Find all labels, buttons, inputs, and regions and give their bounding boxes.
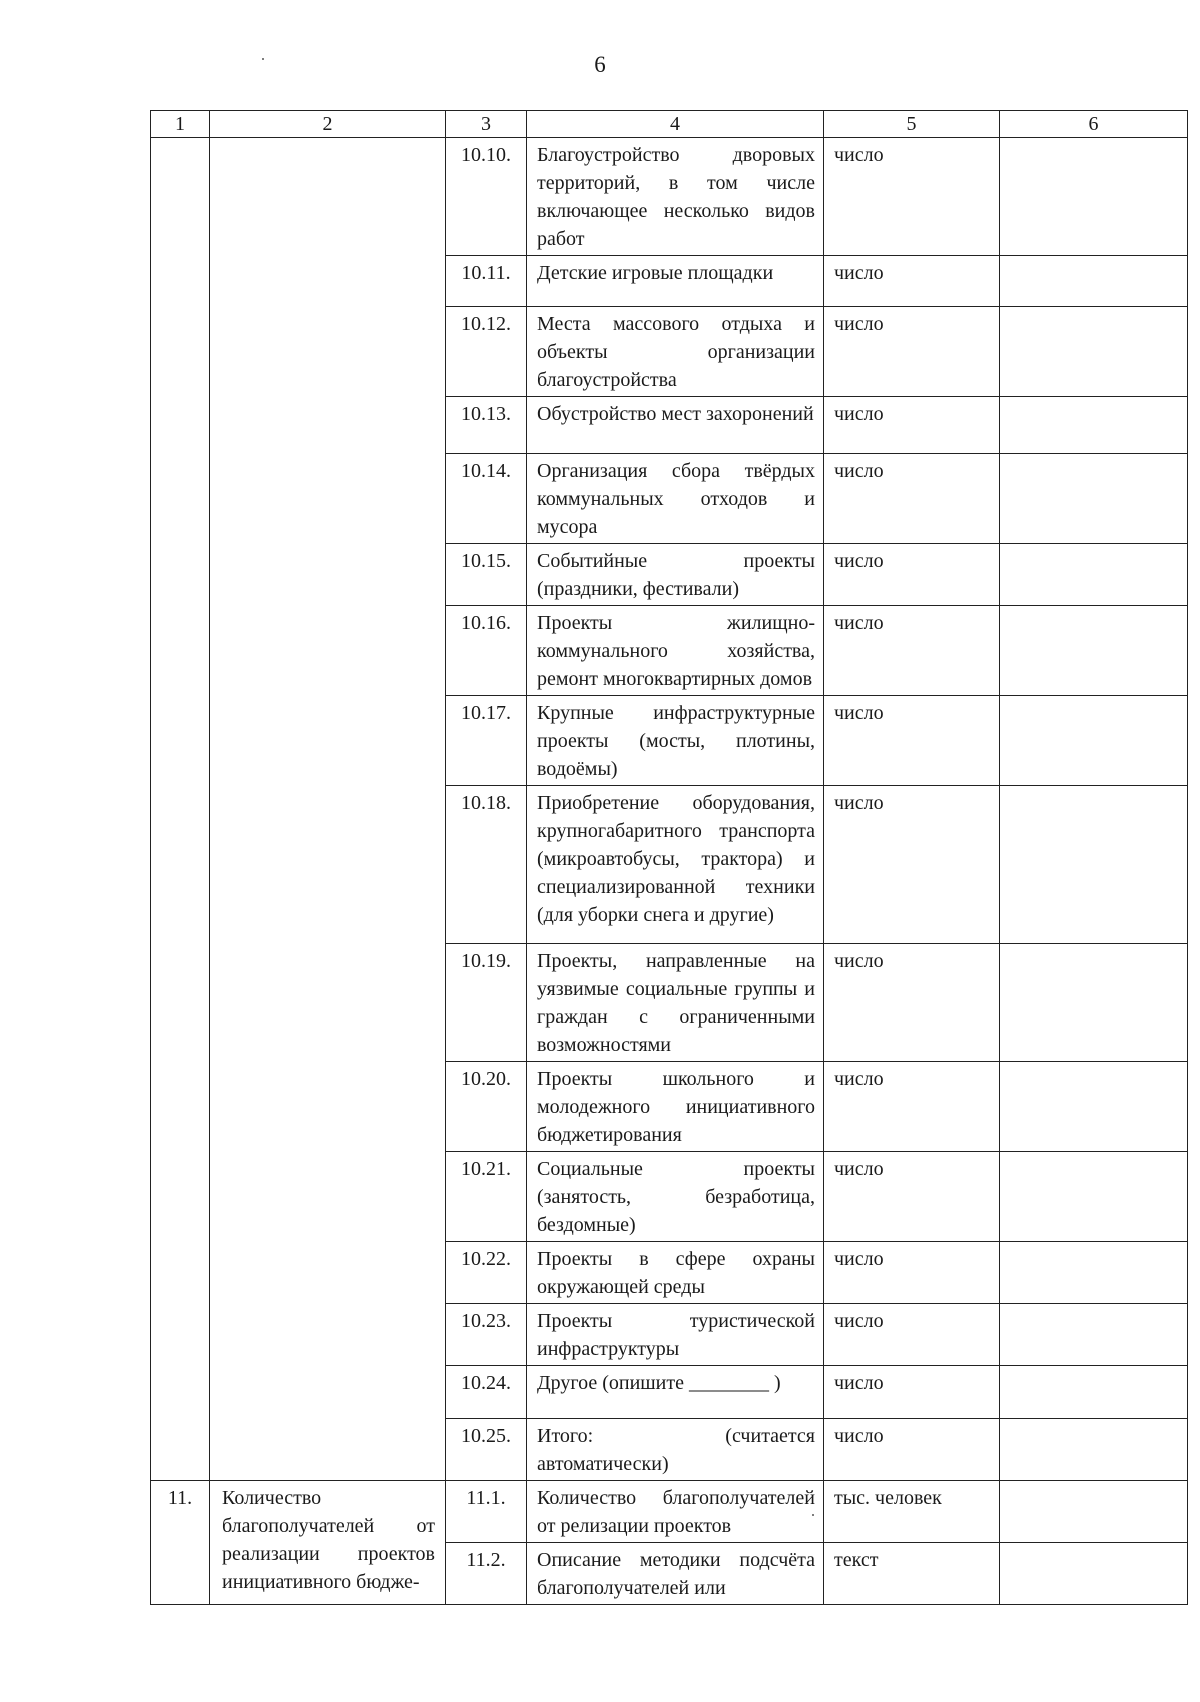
row-value — [1000, 1366, 1188, 1419]
row-unit: число — [824, 1366, 1000, 1419]
row-value — [1000, 786, 1188, 944]
row-code: 10.12. — [446, 307, 527, 397]
row-description: Обустройство мест захоронений — [527, 397, 824, 454]
header-cell: 1 — [151, 111, 210, 138]
row-description: Количество благополучателей от релизации проектов — [527, 1481, 824, 1543]
row-value — [1000, 944, 1188, 1062]
row-value — [1000, 1062, 1188, 1152]
row-value — [1000, 1419, 1188, 1481]
row-value — [1000, 1304, 1188, 1366]
row-value — [1000, 307, 1188, 397]
row-unit: число — [824, 397, 1000, 454]
row-value — [1000, 696, 1188, 786]
indicator-table — [150, 110, 1188, 1605]
row-value — [1000, 606, 1188, 696]
row-code: 10.25. — [446, 1419, 527, 1481]
row-unit: текст — [824, 1543, 1000, 1605]
row-code: 11.1. — [446, 1481, 527, 1543]
row-description: Проекты жилищно-коммунального хозяйства, ремонт многоквартирных домов — [527, 606, 824, 696]
header-cell: 3 — [446, 111, 527, 138]
section-title: Количество благополучателей от реализации проектов инициативного бюдже- — [210, 1481, 446, 1605]
row-code: 10.19. — [446, 944, 527, 1062]
row-value — [1000, 256, 1188, 307]
row-code: 10.11. — [446, 256, 527, 307]
row-code: 10.16. — [446, 606, 527, 696]
row-description: Проекты школьного и молодежного инициативного бюджетирования — [527, 1062, 824, 1152]
row-code: 10.20. — [446, 1062, 527, 1152]
row-unit: число — [824, 256, 1000, 307]
row-description: Приобретение оборудования, крупногабаритного транспорта (микроавтобусы, трактора) и специализированной техники (для уборки снега и другие) — [527, 786, 824, 944]
row-unit: число — [824, 454, 1000, 544]
table-row — [151, 1481, 1188, 1543]
group-title-cell — [210, 138, 446, 1481]
row-description: Описание методики подсчёта благополучателей или — [527, 1543, 824, 1605]
row-unit: число — [824, 307, 1000, 397]
row-value — [1000, 138, 1188, 256]
row-code: 10.18. — [446, 786, 527, 944]
row-unit: число — [824, 1062, 1000, 1152]
row-description: Благоустройство дворовых территорий, в том числе включающее несколько видов работ — [527, 138, 824, 256]
row-value — [1000, 1481, 1188, 1543]
header-cell: 2 — [210, 111, 446, 138]
row-code: 10.17. — [446, 696, 527, 786]
section-number: 11. — [151, 1481, 210, 1605]
row-unit: число — [824, 544, 1000, 606]
row-unit: число — [824, 1242, 1000, 1304]
row-value — [1000, 1152, 1188, 1242]
row-description: Проекты, направленные на уязвимые социальные группы и граждан с ограниченными возможностями — [527, 944, 824, 1062]
page-number: 6 — [594, 52, 606, 77]
row-code: 10.21. — [446, 1152, 527, 1242]
row-code: 10.23. — [446, 1304, 527, 1366]
row-description: Проекты в сфере охраны окружающей среды — [527, 1242, 824, 1304]
group-number-cell — [151, 138, 210, 1481]
header-row — [151, 111, 1188, 138]
row-description: Детские игровые площадки — [527, 256, 824, 307]
row-code: 11.2. — [446, 1543, 527, 1605]
row-description: Места массового отдыха и объекты организации благоустройства — [527, 307, 824, 397]
row-unit: число — [824, 1304, 1000, 1366]
row-description: Организация сбора твёрдых коммунальных отходов и мусора — [527, 454, 824, 544]
row-unit: тыс. человек — [824, 1481, 1000, 1543]
row-code: 10.22. — [446, 1242, 527, 1304]
row-description: Проекты туристической инфраструктуры — [527, 1304, 824, 1366]
header-cell: 5 — [824, 111, 1000, 138]
header-cell: 4 — [527, 111, 824, 138]
row-unit: число — [824, 786, 1000, 944]
row-description: Итого: (считается автоматически) — [527, 1419, 824, 1481]
header-cell: 6 — [1000, 111, 1188, 138]
row-unit: число — [824, 1152, 1000, 1242]
row-value — [1000, 397, 1188, 454]
table-row — [151, 138, 1188, 256]
row-description: Другое (опишите ________ ) — [527, 1366, 824, 1419]
row-code: 10.10. — [446, 138, 527, 256]
scan-speck — [262, 58, 264, 60]
row-value — [1000, 1543, 1188, 1605]
row-value — [1000, 454, 1188, 544]
scan-speck — [812, 1514, 814, 1516]
row-code: 10.13. — [446, 397, 527, 454]
row-value — [1000, 544, 1188, 606]
row-unit: число — [824, 696, 1000, 786]
row-code: 10.15. — [446, 544, 527, 606]
row-code: 10.14. — [446, 454, 527, 544]
row-unit: число — [824, 138, 1000, 256]
row-unit: число — [824, 1419, 1000, 1481]
row-description: Крупные инфраструктурные проекты (мосты, плотины, водоёмы) — [527, 696, 824, 786]
row-unit: число — [824, 944, 1000, 1062]
row-value — [1000, 1242, 1188, 1304]
row-unit: число — [824, 606, 1000, 696]
row-description: Социальные проекты (занятость, безработица, бездомные) — [527, 1152, 824, 1242]
row-description: Событийные проекты (праздники, фестивали) — [527, 544, 824, 606]
row-code: 10.24. — [446, 1366, 527, 1419]
